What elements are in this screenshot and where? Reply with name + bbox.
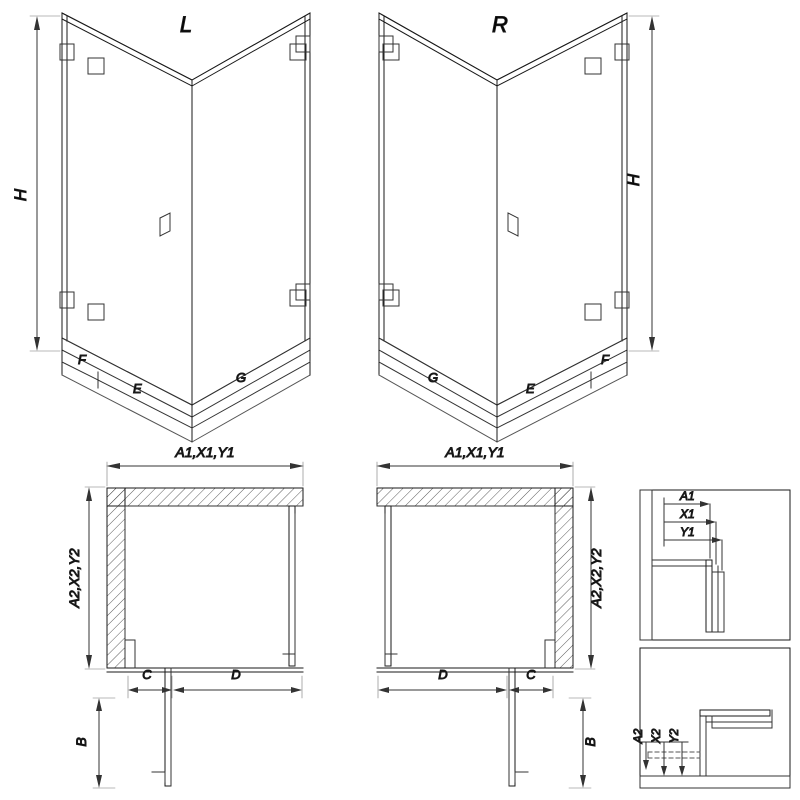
label-iso-left-g: G (236, 370, 247, 385)
label-plan-right-c: C (526, 667, 536, 682)
label-plan-right-d: D (438, 667, 448, 682)
label-iso-right-g: G (428, 370, 439, 385)
dimension-plan-left-top (106, 462, 304, 486)
label-plan-left-d: D (231, 667, 241, 682)
label-detail-bottom-x2: X2 (649, 728, 663, 744)
label-iso-right-e: E (526, 381, 535, 396)
label-detail-bottom-y2: Y2 (667, 728, 681, 744)
dimension-plan-left-b (93, 698, 115, 788)
label-plan-left-b: B (73, 737, 89, 747)
label-iso-right-f: F (601, 352, 609, 367)
label-plan-right-top-dim: A1,X1,Y1 (445, 444, 505, 460)
dimension-height-left (30, 16, 60, 351)
label-height-right: H (624, 173, 643, 187)
iso-view-left (11, 12, 310, 442)
iso-view-right (379, 12, 659, 442)
label-detail-bottom-a2: A2 (631, 728, 645, 744)
label-plan-right-side-dim: A2,X2,Y2 (588, 548, 604, 608)
detail-view-bottom (631, 648, 790, 788)
label-height-left: H (11, 188, 30, 202)
label-iso-left-f: F (78, 352, 86, 367)
dimension-plan-left-side (85, 487, 105, 669)
label-handing-left: L (179, 12, 193, 37)
dimension-plan-left-bottom (128, 676, 302, 698)
plan-view-right (376, 444, 604, 788)
label-plan-right-b: B (582, 737, 598, 747)
label-detail-top-y1: Y1 (680, 525, 695, 539)
label-detail-top-x1: X1 (680, 507, 695, 521)
dimension-plan-right-top (376, 462, 574, 486)
label-iso-left-e: E (133, 381, 142, 396)
label-plan-left-c: C (142, 667, 152, 682)
label-plan-left-side-dim: A2,X2,Y2 (66, 548, 82, 608)
detail-view-top (640, 489, 790, 640)
label-detail-top-a1: A1 (680, 489, 695, 503)
label-handing-right: R (492, 12, 508, 37)
label-plan-left-top-dim: A1,X1,Y1 (175, 444, 235, 460)
plan-view-left (66, 444, 304, 788)
